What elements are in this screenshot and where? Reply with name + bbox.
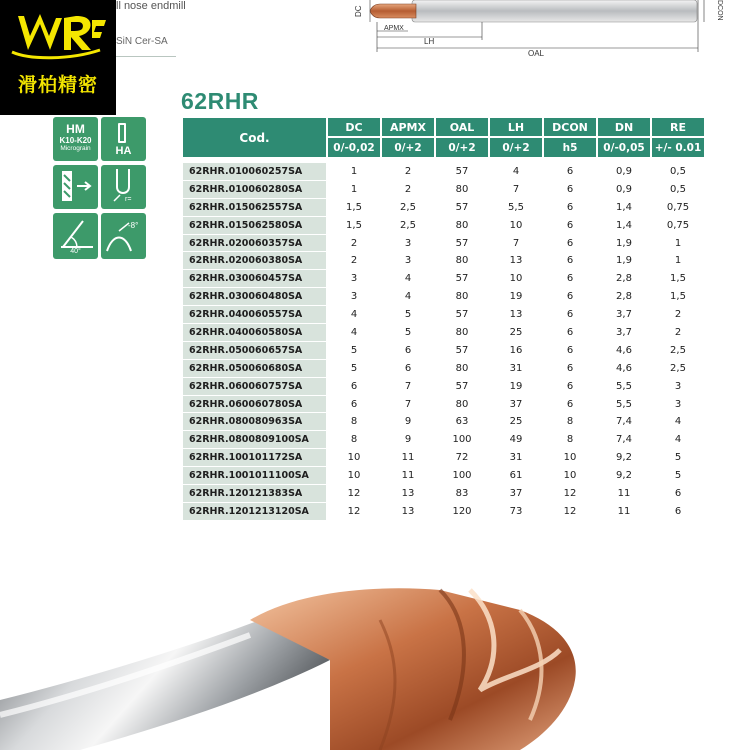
value-cell-lh: 13 xyxy=(490,252,542,270)
table-row xyxy=(183,181,704,199)
column-header: DCON xyxy=(544,118,596,136)
center-cutting-icon xyxy=(53,165,98,209)
value-cell-dc: 10 xyxy=(328,467,380,485)
value-cell-dcon: 6 xyxy=(544,217,596,235)
value-cell-oal: 80 xyxy=(436,324,488,342)
material-grade: K10-K20 xyxy=(59,136,92,145)
helix-angle-icon xyxy=(53,213,98,259)
value-cell-apmx: 9 xyxy=(382,413,434,431)
value-cell-lh: 13 xyxy=(490,306,542,324)
value-cell-lh: 7 xyxy=(490,235,542,253)
product-code-cell: 62RHR.0800809100SA xyxy=(183,431,326,449)
product-code-cell: 62RHR.020060380SA xyxy=(183,252,326,270)
tolerance-header: 0/+2 xyxy=(490,136,542,157)
product-code-cell: 62RHR.050060680SA xyxy=(183,360,326,378)
value-cell-dcon: 6 xyxy=(544,396,596,414)
value-cell-dc: 6 xyxy=(328,396,380,414)
value-cell-dn: 3,7 xyxy=(598,324,650,342)
value-cell-dc: 3 xyxy=(328,288,380,306)
value-cell-re: 0,5 xyxy=(652,163,704,181)
dcon-label: DCON xyxy=(716,0,723,21)
value-cell-dn: 2,8 xyxy=(598,288,650,306)
table-row xyxy=(183,360,704,378)
product-title: 62RHR xyxy=(181,88,259,114)
product-code-cell: 62RHR.010060257SA xyxy=(183,163,326,181)
tolerance-header: 0/-0,05 xyxy=(598,136,650,157)
product-code-cell: 62RHR.010060280SA xyxy=(183,181,326,199)
value-cell-dcon: 6 xyxy=(544,199,596,217)
product-code-cell: 62RHR.1201213120SA xyxy=(183,503,326,521)
value-cell-dcon: 10 xyxy=(544,449,596,467)
value-cell-oal: 80 xyxy=(436,252,488,270)
table-row xyxy=(183,485,704,503)
value-cell-dn: 5,5 xyxy=(598,396,650,414)
value-cell-lh: 25 xyxy=(490,324,542,342)
value-cell-oal: 72 xyxy=(436,449,488,467)
value-cell-dc: 1,5 xyxy=(328,217,380,235)
value-cell-dn: 1,4 xyxy=(598,199,650,217)
product-code-cell: 62RHR.030060480SA xyxy=(183,288,326,306)
table-row xyxy=(183,217,704,235)
table-header-row xyxy=(183,118,704,136)
value-cell-oal: 57 xyxy=(436,199,488,217)
value-cell-dc: 8 xyxy=(328,413,380,431)
product-code-cell: 62RHR.040060580SA xyxy=(183,324,326,342)
value-cell-apmx: 13 xyxy=(382,485,434,503)
value-cell-apmx: 2,5 xyxy=(382,199,434,217)
value-cell-lh: 5,5 xyxy=(490,199,542,217)
value-cell-apmx: 9 xyxy=(382,431,434,449)
value-cell-re: 2,5 xyxy=(652,360,704,378)
helix-label: 40° xyxy=(70,248,81,255)
lh-label: LH xyxy=(424,37,435,46)
value-cell-oal: 100 xyxy=(436,431,488,449)
column-header: DC xyxy=(328,118,380,136)
product-code-cell: 62RHR.040060557SA xyxy=(183,306,326,324)
tolerance-header: +/- 0.01 xyxy=(652,136,704,157)
tolerance-header: 0/+2 xyxy=(382,136,434,157)
value-cell-oal: 83 xyxy=(436,485,488,503)
value-cell-dn: 1,9 xyxy=(598,235,650,253)
product-code-cell: 62RHR.015062557SA xyxy=(183,199,326,217)
value-cell-dc: 2 xyxy=(328,235,380,253)
logo-mark xyxy=(0,0,116,70)
value-cell-dn: 11 xyxy=(598,503,650,521)
value-cell-apmx: 6 xyxy=(382,360,434,378)
value-cell-oal: 80 xyxy=(436,217,488,235)
value-cell-dn: 0,9 xyxy=(598,181,650,199)
value-cell-dc: 12 xyxy=(328,503,380,521)
dc-label: DC xyxy=(354,5,363,17)
value-cell-re: 1,5 xyxy=(652,270,704,288)
value-cell-lh: 37 xyxy=(490,485,542,503)
product-code-cell: 62RHR.120121383SA xyxy=(183,485,326,503)
value-cell-lh: 37 xyxy=(490,396,542,414)
specification-table xyxy=(181,118,706,521)
product-family-subtitle: ll nose endmill xyxy=(116,0,186,12)
value-cell-re: 0,5 xyxy=(652,181,704,199)
value-cell-apmx: 3 xyxy=(382,235,434,253)
table-row xyxy=(183,252,704,270)
value-cell-dc: 10 xyxy=(328,449,380,467)
value-cell-dc: 5 xyxy=(328,360,380,378)
value-cell-re: 2,5 xyxy=(652,342,704,360)
table-row xyxy=(183,396,704,414)
value-cell-dc: 4 xyxy=(328,306,380,324)
value-cell-lh: 19 xyxy=(490,378,542,396)
value-cell-dn: 1,4 xyxy=(598,217,650,235)
value-cell-lh: 7 xyxy=(490,181,542,199)
product-code-cell: 62RHR.030060457SA xyxy=(183,270,326,288)
value-cell-re: 0,75 xyxy=(652,217,704,235)
value-cell-dc: 1 xyxy=(328,181,380,199)
tolerance-header: h5 xyxy=(544,136,596,157)
code-header: Cod. xyxy=(183,118,326,157)
value-cell-dcon: 12 xyxy=(544,485,596,503)
value-cell-re: 6 xyxy=(652,485,704,503)
table-row xyxy=(183,270,704,288)
value-cell-dcon: 8 xyxy=(544,413,596,431)
value-cell-lh: 10 xyxy=(490,217,542,235)
oal-label: OAL xyxy=(528,49,545,58)
value-cell-dc: 4 xyxy=(328,324,380,342)
product-code-cell: 62RHR.1001011100SA xyxy=(183,467,326,485)
value-cell-re: 1 xyxy=(652,252,704,270)
value-cell-dcon: 6 xyxy=(544,181,596,199)
ball-radius-icon xyxy=(101,165,146,209)
value-cell-oal: 63 xyxy=(436,413,488,431)
value-cell-dn: 9,2 xyxy=(598,449,650,467)
value-cell-oal: 100 xyxy=(436,467,488,485)
value-cell-dn: 4,6 xyxy=(598,360,650,378)
value-cell-dcon: 6 xyxy=(544,270,596,288)
value-cell-dcon: 8 xyxy=(544,431,596,449)
product-code-cell: 62RHR.020060357SA xyxy=(183,235,326,253)
value-cell-re: 1 xyxy=(652,235,704,253)
value-cell-apmx: 4 xyxy=(382,270,434,288)
value-cell-re: 2 xyxy=(652,324,704,342)
value-cell-oal: 80 xyxy=(436,360,488,378)
value-cell-lh: 25 xyxy=(490,413,542,431)
table-row xyxy=(183,467,704,485)
apmx-label: APMX xyxy=(384,25,404,32)
value-cell-oal: 80 xyxy=(436,181,488,199)
shank-label: HA xyxy=(115,145,132,157)
value-cell-re: 2 xyxy=(652,306,704,324)
value-cell-apmx: 6 xyxy=(382,342,434,360)
value-cell-re: 6 xyxy=(652,503,704,521)
value-cell-dn: 11 xyxy=(598,485,650,503)
value-cell-dc: 1 xyxy=(328,163,380,181)
value-cell-re: 5 xyxy=(652,449,704,467)
rake-label: -8° xyxy=(128,221,139,230)
tolerance-header: 0/+2 xyxy=(436,136,488,157)
product-code-cell: 62RHR.015062580SA xyxy=(183,217,326,235)
divider xyxy=(116,56,176,57)
product-code-cell: 62RHR.050060657SA xyxy=(183,342,326,360)
value-cell-apmx: 7 xyxy=(382,378,434,396)
table-row xyxy=(183,413,704,431)
shank-ha-icon xyxy=(101,117,146,161)
value-cell-apmx: 3 xyxy=(382,252,434,270)
rake-icon xyxy=(101,213,146,259)
value-cell-apmx: 2 xyxy=(382,163,434,181)
value-cell-oal: 57 xyxy=(436,306,488,324)
logo-text: 滑柏精密 xyxy=(17,74,98,96)
value-cell-lh: 73 xyxy=(490,503,542,521)
value-cell-dc: 2 xyxy=(328,252,380,270)
value-cell-apmx: 7 xyxy=(382,396,434,414)
endmill-product-photo xyxy=(0,580,750,750)
product-code-cell: 62RHR.060060780SA xyxy=(183,396,326,414)
table-row xyxy=(183,324,704,342)
value-cell-re: 3 xyxy=(652,396,704,414)
table-row xyxy=(183,342,704,360)
column-header: LH xyxy=(490,118,542,136)
table-row xyxy=(183,503,704,521)
value-cell-dn: 0,9 xyxy=(598,163,650,181)
value-cell-dn: 4,6 xyxy=(598,342,650,360)
value-cell-apmx: 2 xyxy=(382,181,434,199)
table-row xyxy=(183,288,704,306)
value-cell-lh: 10 xyxy=(490,270,542,288)
product-code-cell: 62RHR.080080963SA xyxy=(183,413,326,431)
column-header: APMX xyxy=(382,118,434,136)
table-row xyxy=(183,163,704,181)
value-cell-re: 1,5 xyxy=(652,288,704,306)
radius-label: r= xyxy=(125,196,132,203)
ball-nose-icon xyxy=(101,165,146,209)
table-row xyxy=(183,306,704,324)
value-cell-dcon: 6 xyxy=(544,378,596,396)
value-cell-dcon: 6 xyxy=(544,288,596,306)
value-cell-re: 0,75 xyxy=(652,199,704,217)
value-cell-dn: 2,8 xyxy=(598,270,650,288)
value-cell-dc: 3 xyxy=(328,270,380,288)
value-cell-apmx: 4 xyxy=(382,288,434,306)
value-cell-lh: 61 xyxy=(490,467,542,485)
value-cell-apmx: 11 xyxy=(382,467,434,485)
value-cell-oal: 57 xyxy=(436,342,488,360)
value-cell-dc: 12 xyxy=(328,485,380,503)
value-cell-dn: 7,4 xyxy=(598,413,650,431)
column-header: OAL xyxy=(436,118,488,136)
column-header: DN xyxy=(598,118,650,136)
product-code-cell: 62RHR.060060757SA xyxy=(183,378,326,396)
value-cell-apmx: 5 xyxy=(382,306,434,324)
column-header: RE xyxy=(652,118,704,136)
value-cell-lh: 31 xyxy=(490,360,542,378)
value-cell-dn: 9,2 xyxy=(598,467,650,485)
material-grain: Micrograin xyxy=(60,145,91,152)
brand-logo xyxy=(0,0,116,115)
tolerance-header: 0/-0,02 xyxy=(328,136,380,157)
value-cell-dcon: 6 xyxy=(544,306,596,324)
value-cell-dcon: 6 xyxy=(544,324,596,342)
value-cell-re: 4 xyxy=(652,413,704,431)
value-cell-dn: 1,9 xyxy=(598,252,650,270)
value-cell-re: 5 xyxy=(652,467,704,485)
table-row xyxy=(183,431,704,449)
value-cell-lh: 19 xyxy=(490,288,542,306)
value-cell-oal: 57 xyxy=(436,270,488,288)
value-cell-re: 3 xyxy=(652,378,704,396)
value-cell-apmx: 5 xyxy=(382,324,434,342)
endmill-dimension-drawing xyxy=(350,0,730,62)
product-code-cell: 62RHR.100101172SA xyxy=(183,449,326,467)
value-cell-apmx: 13 xyxy=(382,503,434,521)
value-cell-lh: 4 xyxy=(490,163,542,181)
value-cell-dcon: 6 xyxy=(544,252,596,270)
value-cell-dcon: 10 xyxy=(544,467,596,485)
value-cell-lh: 16 xyxy=(490,342,542,360)
shank-icon xyxy=(118,123,126,143)
value-cell-dcon: 12 xyxy=(544,503,596,521)
rake-angle-icon xyxy=(101,213,146,259)
value-cell-oal: 57 xyxy=(436,235,488,253)
value-cell-dcon: 6 xyxy=(544,163,596,181)
value-cell-oal: 57 xyxy=(436,378,488,396)
value-cell-apmx: 2,5 xyxy=(382,217,434,235)
value-cell-dc: 1,5 xyxy=(328,199,380,217)
helix-icon xyxy=(53,213,98,253)
table-row xyxy=(183,378,704,396)
coating-subtitle: SiN Cer-SA xyxy=(116,36,168,47)
value-cell-lh: 31 xyxy=(490,449,542,467)
value-cell-dcon: 6 xyxy=(544,235,596,253)
table-body xyxy=(183,163,704,521)
value-cell-dn: 7,4 xyxy=(598,431,650,449)
table-row xyxy=(183,449,704,467)
value-cell-re: 4 xyxy=(652,431,704,449)
material-title: HM xyxy=(66,122,85,136)
value-cell-oal: 120 xyxy=(436,503,488,521)
value-cell-dn: 3,7 xyxy=(598,306,650,324)
value-cell-oal: 57 xyxy=(436,163,488,181)
value-cell-oal: 80 xyxy=(436,396,488,414)
material-carbide-icon xyxy=(53,117,98,161)
value-cell-dn: 5,5 xyxy=(598,378,650,396)
value-cell-oal: 80 xyxy=(436,288,488,306)
value-cell-dc: 6 xyxy=(328,378,380,396)
table-row xyxy=(183,199,704,217)
value-cell-apmx: 11 xyxy=(382,449,434,467)
plunge-icon xyxy=(53,165,98,209)
value-cell-dc: 5 xyxy=(328,342,380,360)
value-cell-dc: 8 xyxy=(328,431,380,449)
value-cell-dcon: 6 xyxy=(544,342,596,360)
value-cell-dcon: 6 xyxy=(544,360,596,378)
table-row xyxy=(183,235,704,253)
value-cell-lh: 49 xyxy=(490,431,542,449)
